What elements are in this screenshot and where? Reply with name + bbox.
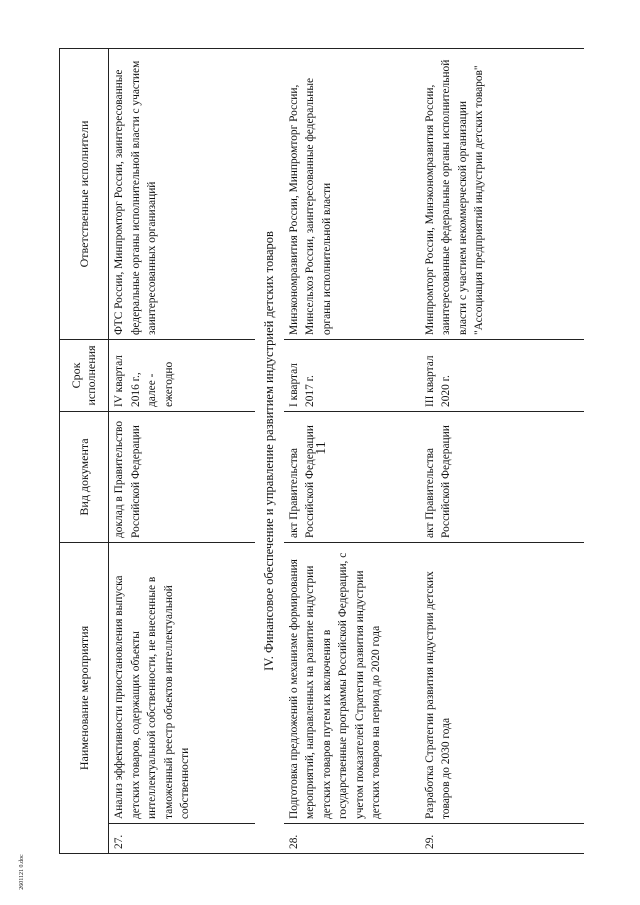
row-term: I квартал 2017 г. xyxy=(284,339,420,411)
row-responsible: Минэкономразвития России, Минпромторг России, Минсельхоз России, заинтересованные федеральные органы исполнительной власти xyxy=(284,48,420,339)
header-responsible: Ответственные исполнители xyxy=(60,48,109,339)
row-responsible: ФТС России, Минпромторг России, заинтересованные федеральные органы исполнительной власти с участием заинтересованных организаций xyxy=(109,48,256,339)
row-doc-type: доклад в Правительство Российской Федерации xyxy=(109,411,256,542)
row-name: Анализ эффективности приостановления выпуска детских товаров, содержащих объекты интеллектуальной собственности, не внесенные в таможенный реестр объектов интеллектуальной собственности xyxy=(109,542,256,823)
table-header-row xyxy=(60,48,109,853)
events-table xyxy=(59,48,584,854)
row-doc-type: акт Правительства Российской Федерации xyxy=(284,411,420,542)
row-term: IV квартал 2016 г., далее - ежегодно xyxy=(109,339,256,411)
table-row xyxy=(109,48,256,853)
table-row xyxy=(420,48,584,853)
footer-file-code: 2601121 0.doc xyxy=(19,854,25,890)
row-number: 29. xyxy=(420,824,584,854)
row-term: III квартал 2020 г. xyxy=(420,339,584,411)
row-number: 27. xyxy=(109,824,256,854)
row-doc-type: акт Правительства Российской Федерации xyxy=(420,411,584,542)
section-title-row xyxy=(255,48,284,853)
row-name: Разработка Стратегии развития индустрии детских товаров до 2030 года xyxy=(420,542,584,823)
header-name: Наименование мероприятия xyxy=(60,542,109,853)
row-name: Подготовка предложений о механизме формирования мероприятий, направленных на развитие индустрии детских товаров путем их включения в государственные программы Российской Федерации, с учетом показателей Стратегии развития индустрии детских товаров на период до 2020 года xyxy=(284,542,420,823)
header-term: Срок исполнения xyxy=(60,339,109,411)
page-number: 11 xyxy=(314,441,329,455)
row-responsible: Минпромторг России, Минэкономразвития России, заинтересованные федеральные органы исполнительной власти с участием некоммерческой организации "Ассоциация предприятий индустрии детских товаров" xyxy=(420,48,584,339)
header-doc-type: Вид документа xyxy=(60,411,109,542)
table-row xyxy=(284,48,420,853)
row-number: 28. xyxy=(284,824,420,854)
rotated-table-container xyxy=(59,49,629,854)
section-title: IV. Финансовое обеспечение и управление развитием индустрией детских товаров xyxy=(255,48,284,853)
